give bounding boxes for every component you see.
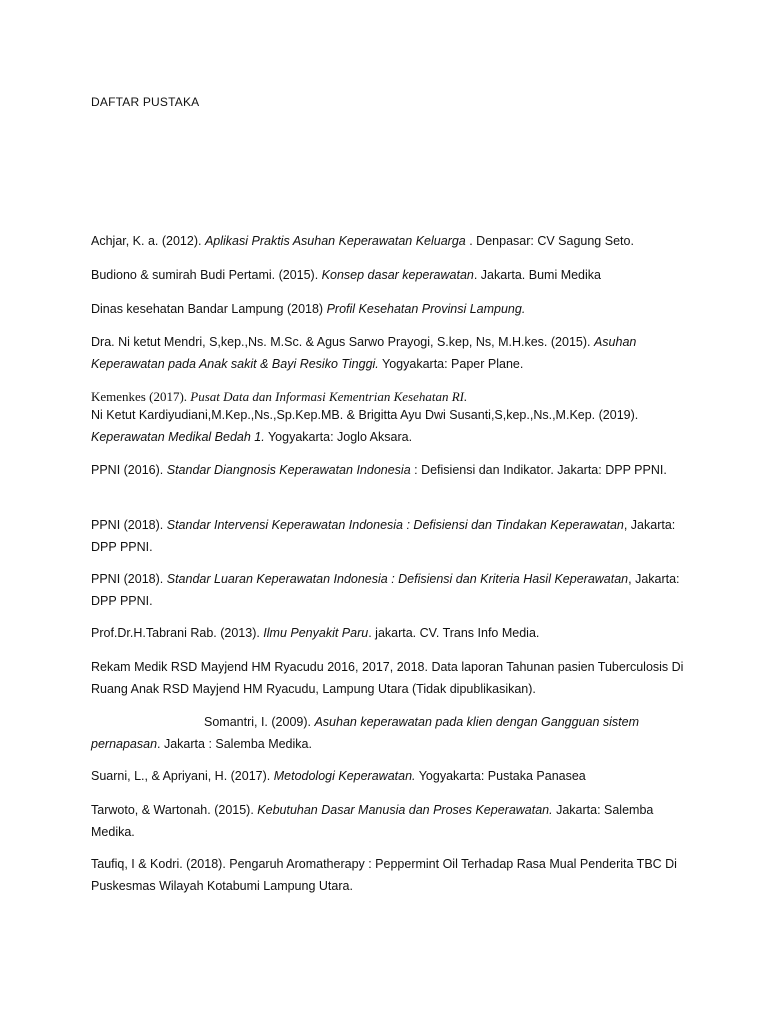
- reference-title: Aplikasi Praktis Asuhan Keperawatan Keluarga: [204, 234, 466, 248]
- reference-entry: [91, 264, 691, 286]
- reference-entry: [91, 765, 691, 787]
- reference-entry: [91, 298, 691, 320]
- reference-publisher: . jakarta. CV. Trans Info Media.: [368, 626, 540, 640]
- reference-author: Somantri, I. (2009).: [204, 715, 315, 729]
- reference-publisher: , Jakarta: DPP PPNI.: [91, 572, 680, 608]
- reference-author: Kemenkes (2017).: [91, 389, 191, 404]
- reference-title: Konsep dasar keperawatan: [321, 268, 474, 282]
- reference-author: PPNI (2016).: [91, 463, 167, 477]
- reference-entry: [91, 230, 691, 252]
- reference-publisher: . Jakarta. Bumi Medika: [473, 268, 601, 282]
- reference-author: Dra. Ni ketut Mendri, S,kep.,Ns. M.Sc. & Agus Sarwo Prayogi, S.kep, Ns, M.H.kes. (2015).: [91, 335, 594, 349]
- reference-entry: [91, 853, 691, 897]
- reference-publisher: Yogyakarta: Joglo Aksara.: [264, 430, 413, 444]
- reference-entry: [91, 331, 691, 375]
- reference-author: PPNI (2018).: [91, 518, 167, 532]
- reference-title: Metodologi Keperawatan.: [273, 769, 416, 783]
- reference-author: Prof.Dr.H.Tabrani Rab. (2013).: [91, 626, 264, 640]
- reference-title: Asuhan Keperawatan pada Anak sakit & Bayi Resiko Tinggi.: [91, 335, 637, 371]
- reference-author: Budiono & sumirah Budi Pertami. (2015).: [91, 268, 322, 282]
- reference-title: Keperawatan Medikal Bedah 1.: [91, 430, 265, 444]
- reference-publisher: : Defisiensi dan Indikator. Jakarta: DPP PPNI.: [410, 463, 667, 477]
- reference-publisher: . Denpasar: CV Sagung Seto.: [465, 234, 634, 248]
- reference-publisher: . Jakarta : Salemba Medika.: [157, 737, 312, 751]
- reference-publisher: Jakarta: Salemba Medika.: [91, 803, 654, 839]
- reference-entry: [91, 711, 691, 755]
- reference-entry: [91, 568, 691, 612]
- reference-title: Standar Luaran Keperawatan Indonesia : Defisiensi dan Kriteria Hasil Keperawatan: [166, 572, 629, 586]
- reference-entry: [91, 514, 691, 558]
- reference-title: Asuhan keperawatan pada klien dengan Gangguan sistem pernapasan: [91, 715, 640, 751]
- reference-author: Taufiq, I & Kodri. (2018). Pengaruh Aromatherapy : Peppermint Oil Terhadap Rasa Mual Penderita TBC Di Puskesmas Wilayah Kotabumi Lampung Utara.: [91, 857, 677, 893]
- reference-author: Ni Ketut Kardiyudiani,M.Kep.,Ns.,Sp.Kep.MB. & Brigitta Ayu Dwi Susanti,S,kep.,Ns.,M.Kep. (2019).: [91, 408, 639, 422]
- reference-title: Standar Diangnosis Keperawatan Indonesia: [166, 463, 411, 477]
- reference-title: Standar Intervensi Keperawatan Indonesia : Defisiensi dan Tindakan Keperawatan: [166, 518, 624, 532]
- reference-author: PPNI (2018).: [91, 572, 167, 586]
- reference-entry: [91, 799, 691, 843]
- reference-entry: [91, 404, 691, 448]
- reference-author: Suarni, L., & Apriyani, H. (2017).: [91, 769, 274, 783]
- reference-publisher: , Jakarta: DPP PPNI.: [91, 518, 676, 554]
- reference-entry: [91, 656, 691, 700]
- reference-entry: [91, 622, 691, 644]
- reference-author: Achjar, K. a. (2012).: [91, 234, 205, 248]
- reference-author: Dinas kesehatan Bandar Lampung (2018): [91, 302, 327, 316]
- page-title: DAFTAR PUSTAKA: [91, 95, 200, 109]
- reference-author: Rekam Medik RSD Mayjend HM Ryacudu 2016, 2017, 2018. Data laporan Tahunan pasien Tuberculosis Di Ruang Anak RSD Mayjend HM Ryacudu, Lampung Utara (Tidak dipublikasikan).: [91, 660, 684, 696]
- reference-title: Kebutuhan Dasar Manusia dan Proses Keperawatan.: [257, 803, 553, 817]
- reference-title: Profil Kesehatan Provinsi Lampung.: [326, 302, 526, 316]
- reference-publisher: Yogyakarta: Paper Plane.: [378, 357, 524, 371]
- reference-publisher: Yogyakarta: Pustaka Panasea: [415, 769, 586, 783]
- reference-entry: [91, 459, 691, 481]
- reference-title: Pusat Data dan Informasi Kementrian Kesehatan RI.: [190, 389, 468, 404]
- reference-title: Ilmu Penyakit Paru: [263, 626, 369, 640]
- reference-author: Tarwoto, & Wartonah. (2015).: [91, 803, 258, 817]
